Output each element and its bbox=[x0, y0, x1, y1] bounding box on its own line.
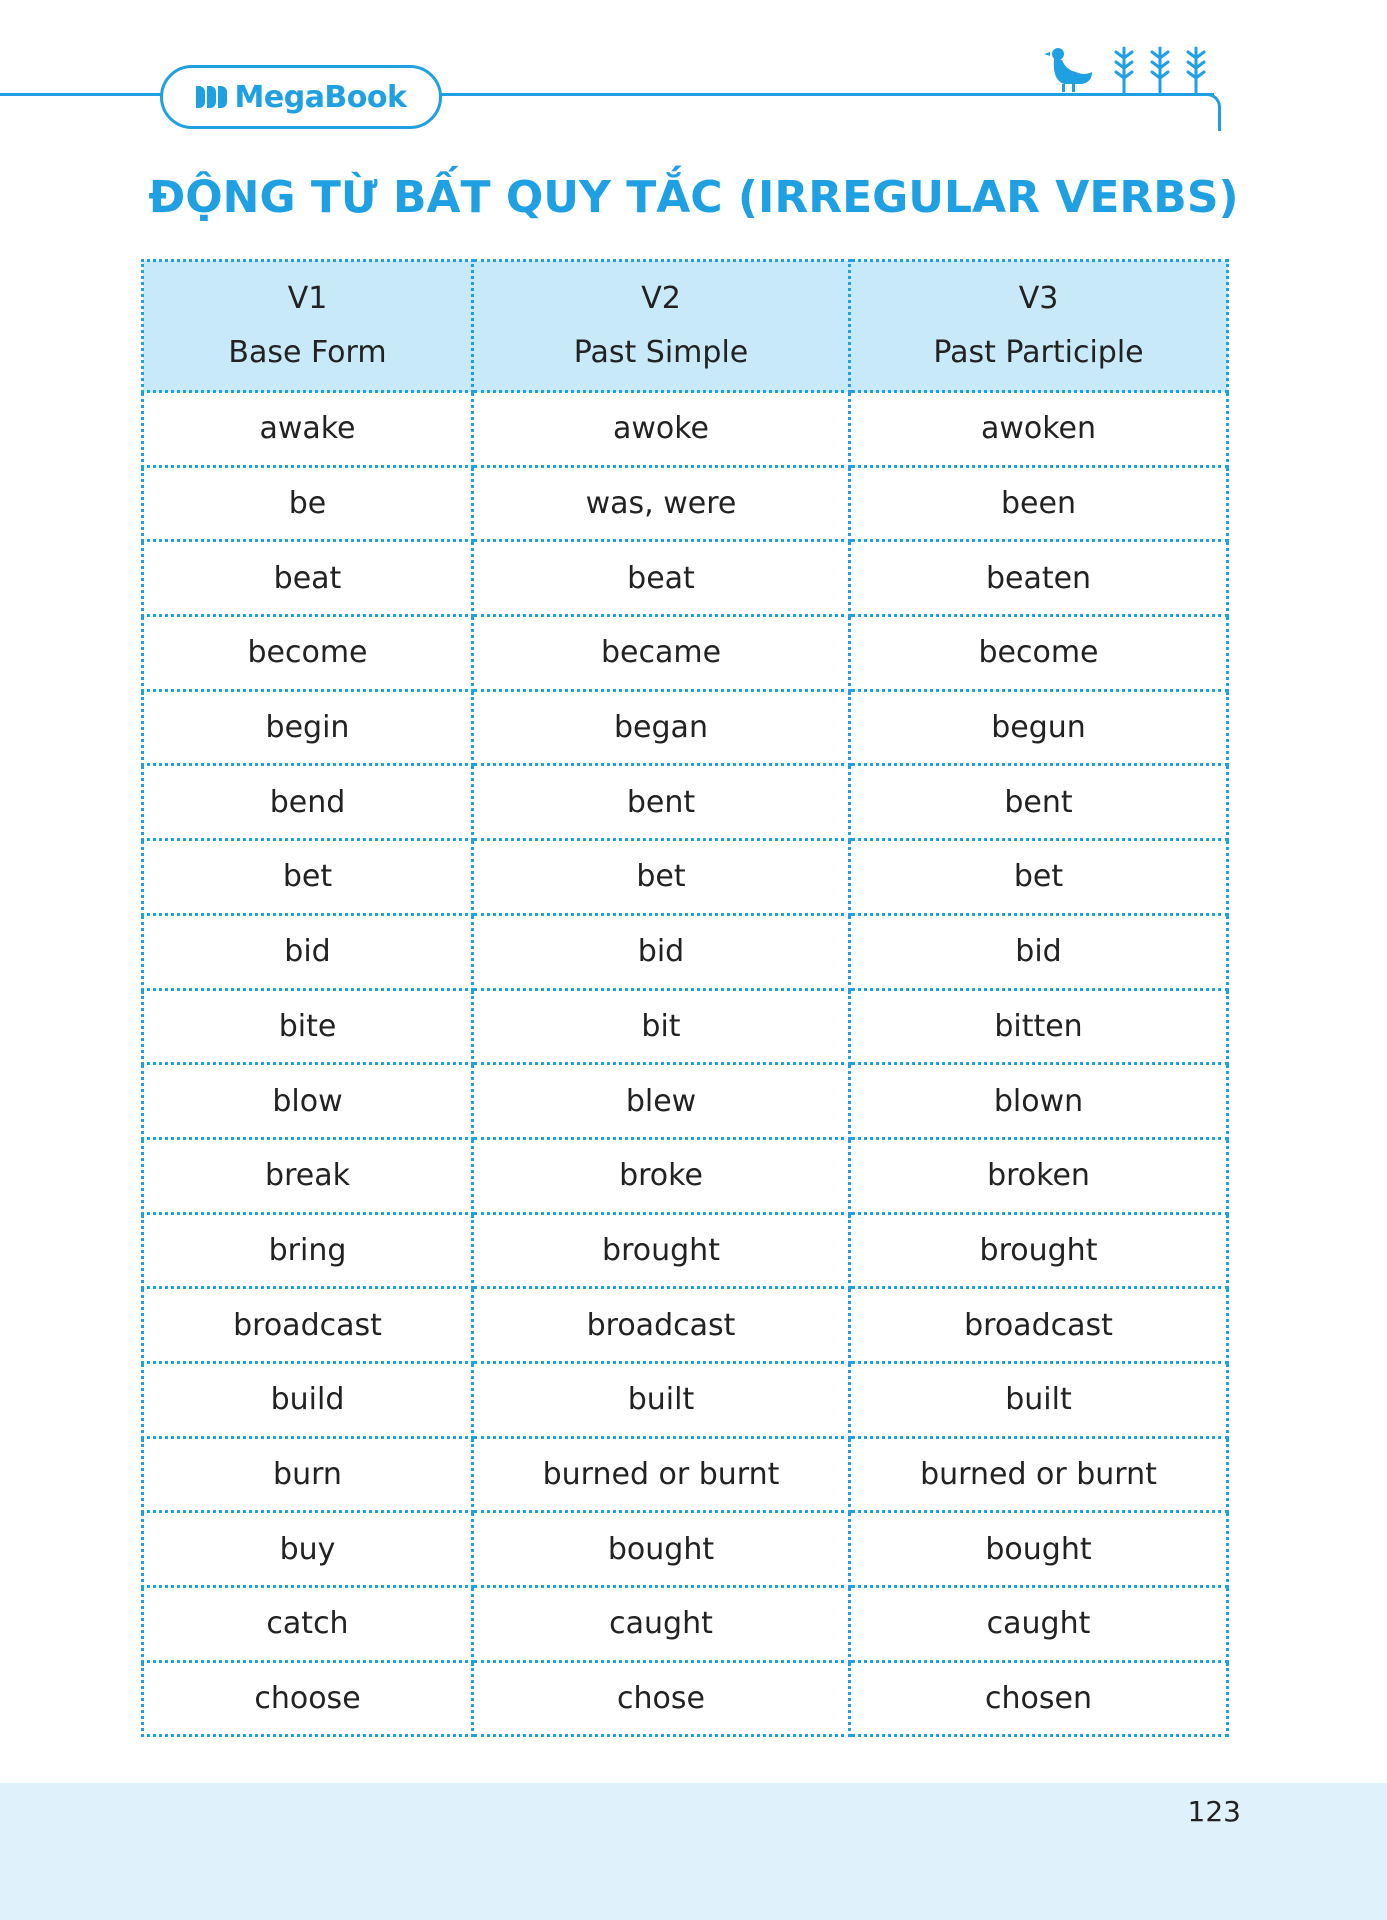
header-v1-label: Base Form bbox=[228, 335, 387, 370]
cell-base-form: buy bbox=[143, 1512, 473, 1587]
table-row bbox=[143, 1064, 1228, 1139]
cell-past-simple: was, were bbox=[473, 466, 850, 541]
page-number: 123 bbox=[1187, 1795, 1241, 1828]
cell-past-participle: bent bbox=[850, 765, 1228, 840]
page-title: ĐỘNG TỪ BẤT QUY TẮC (IRREGULAR VERBS) bbox=[148, 172, 1239, 223]
cell-past-simple: blew bbox=[473, 1064, 850, 1139]
cell-base-form: bet bbox=[143, 840, 473, 915]
cell-base-form: bite bbox=[143, 989, 473, 1064]
cell-base-form: break bbox=[143, 1138, 473, 1213]
logo-mark-icon bbox=[196, 86, 227, 108]
cell-base-form: begin bbox=[143, 690, 473, 765]
cell-past-simple: caught bbox=[473, 1587, 850, 1662]
cell-past-participle: bitten bbox=[850, 989, 1228, 1064]
table-row bbox=[143, 1138, 1228, 1213]
cell-past-participle: broadcast bbox=[850, 1288, 1228, 1363]
table-row bbox=[143, 1512, 1228, 1587]
cell-base-form: choose bbox=[143, 1661, 473, 1736]
header-rule-left bbox=[0, 93, 162, 96]
cell-past-participle: bid bbox=[850, 914, 1228, 989]
cell-base-form: bid bbox=[143, 914, 473, 989]
cell-past-simple: bent bbox=[473, 765, 850, 840]
header-v1 bbox=[143, 261, 473, 392]
cell-past-participle: broken bbox=[850, 1138, 1228, 1213]
cell-base-form: build bbox=[143, 1362, 473, 1437]
cell-past-simple: awoke bbox=[473, 392, 850, 467]
table-row bbox=[143, 989, 1228, 1064]
plant-icons bbox=[1116, 48, 1204, 92]
cell-past-participle: chosen bbox=[850, 1661, 1228, 1736]
cell-base-form: be bbox=[143, 466, 473, 541]
cell-past-participle: become bbox=[850, 616, 1228, 691]
header-v2-code: V2 bbox=[641, 281, 681, 316]
table-row bbox=[143, 1437, 1228, 1512]
duck-icon bbox=[1044, 48, 1092, 92]
table-row bbox=[143, 1288, 1228, 1363]
cell-past-simple: bit bbox=[473, 989, 850, 1064]
cell-past-participle: built bbox=[850, 1362, 1228, 1437]
cell-past-simple: bet bbox=[473, 840, 850, 915]
cell-past-participle: begun bbox=[850, 690, 1228, 765]
footer-band bbox=[0, 1783, 1387, 1920]
cell-base-form: blow bbox=[143, 1064, 473, 1139]
irregular-verbs-table bbox=[141, 259, 1229, 1737]
cell-base-form: awake bbox=[143, 392, 473, 467]
cell-base-form: burn bbox=[143, 1437, 473, 1512]
table-row bbox=[143, 690, 1228, 765]
cell-past-participle: been bbox=[850, 466, 1228, 541]
table-body bbox=[143, 392, 1228, 1736]
table-header-row bbox=[143, 261, 1228, 392]
cell-past-participle: burned or burnt bbox=[850, 1437, 1228, 1512]
cell-past-simple: became bbox=[473, 616, 850, 691]
table-row bbox=[143, 1587, 1228, 1662]
header-v3-label: Past Participle bbox=[933, 335, 1144, 370]
cell-past-simple: burned or burnt bbox=[473, 1437, 850, 1512]
cell-past-participle: bet bbox=[850, 840, 1228, 915]
cell-base-form: broadcast bbox=[143, 1288, 473, 1363]
cell-past-simple: brought bbox=[473, 1213, 850, 1288]
cell-past-participle: caught bbox=[850, 1587, 1228, 1662]
table-row bbox=[143, 1661, 1228, 1736]
cell-past-participle: beaten bbox=[850, 541, 1228, 616]
cell-past-simple: built bbox=[473, 1362, 850, 1437]
table-row bbox=[143, 466, 1228, 541]
cell-base-form: bend bbox=[143, 765, 473, 840]
cell-past-simple: chose bbox=[473, 1661, 850, 1736]
header-v3-code: V3 bbox=[1018, 281, 1059, 316]
header-v1-code: V1 bbox=[287, 281, 328, 316]
logo-text: MegaBook bbox=[234, 79, 407, 115]
cell-base-form: become bbox=[143, 616, 473, 691]
cell-past-simple: broadcast bbox=[473, 1288, 850, 1363]
cell-past-simple: bought bbox=[473, 1512, 850, 1587]
header-v3 bbox=[850, 261, 1228, 392]
table-row bbox=[143, 541, 1228, 616]
cell-past-participle: brought bbox=[850, 1213, 1228, 1288]
cell-base-form: bring bbox=[143, 1213, 473, 1288]
table-row bbox=[143, 840, 1228, 915]
table-row bbox=[143, 392, 1228, 467]
duck-and-plants-decoration-icon bbox=[1040, 40, 1220, 100]
table-row bbox=[143, 616, 1228, 691]
header-v2 bbox=[473, 261, 850, 392]
table-row bbox=[143, 765, 1228, 840]
cell-base-form: beat bbox=[143, 541, 473, 616]
cell-past-participle: bought bbox=[850, 1512, 1228, 1587]
table-row bbox=[143, 1213, 1228, 1288]
cell-past-simple: bid bbox=[473, 914, 850, 989]
megabook-logo bbox=[160, 65, 442, 129]
header-v2-label: Past Simple bbox=[573, 335, 749, 370]
cell-past-participle: awoken bbox=[850, 392, 1228, 467]
table-row bbox=[143, 1362, 1228, 1437]
cell-base-form: catch bbox=[143, 1587, 473, 1662]
cell-past-participle: blown bbox=[850, 1064, 1228, 1139]
cell-past-simple: beat bbox=[473, 541, 850, 616]
cell-past-simple: began bbox=[473, 690, 850, 765]
table-row bbox=[143, 914, 1228, 989]
cell-past-simple: broke bbox=[473, 1138, 850, 1213]
